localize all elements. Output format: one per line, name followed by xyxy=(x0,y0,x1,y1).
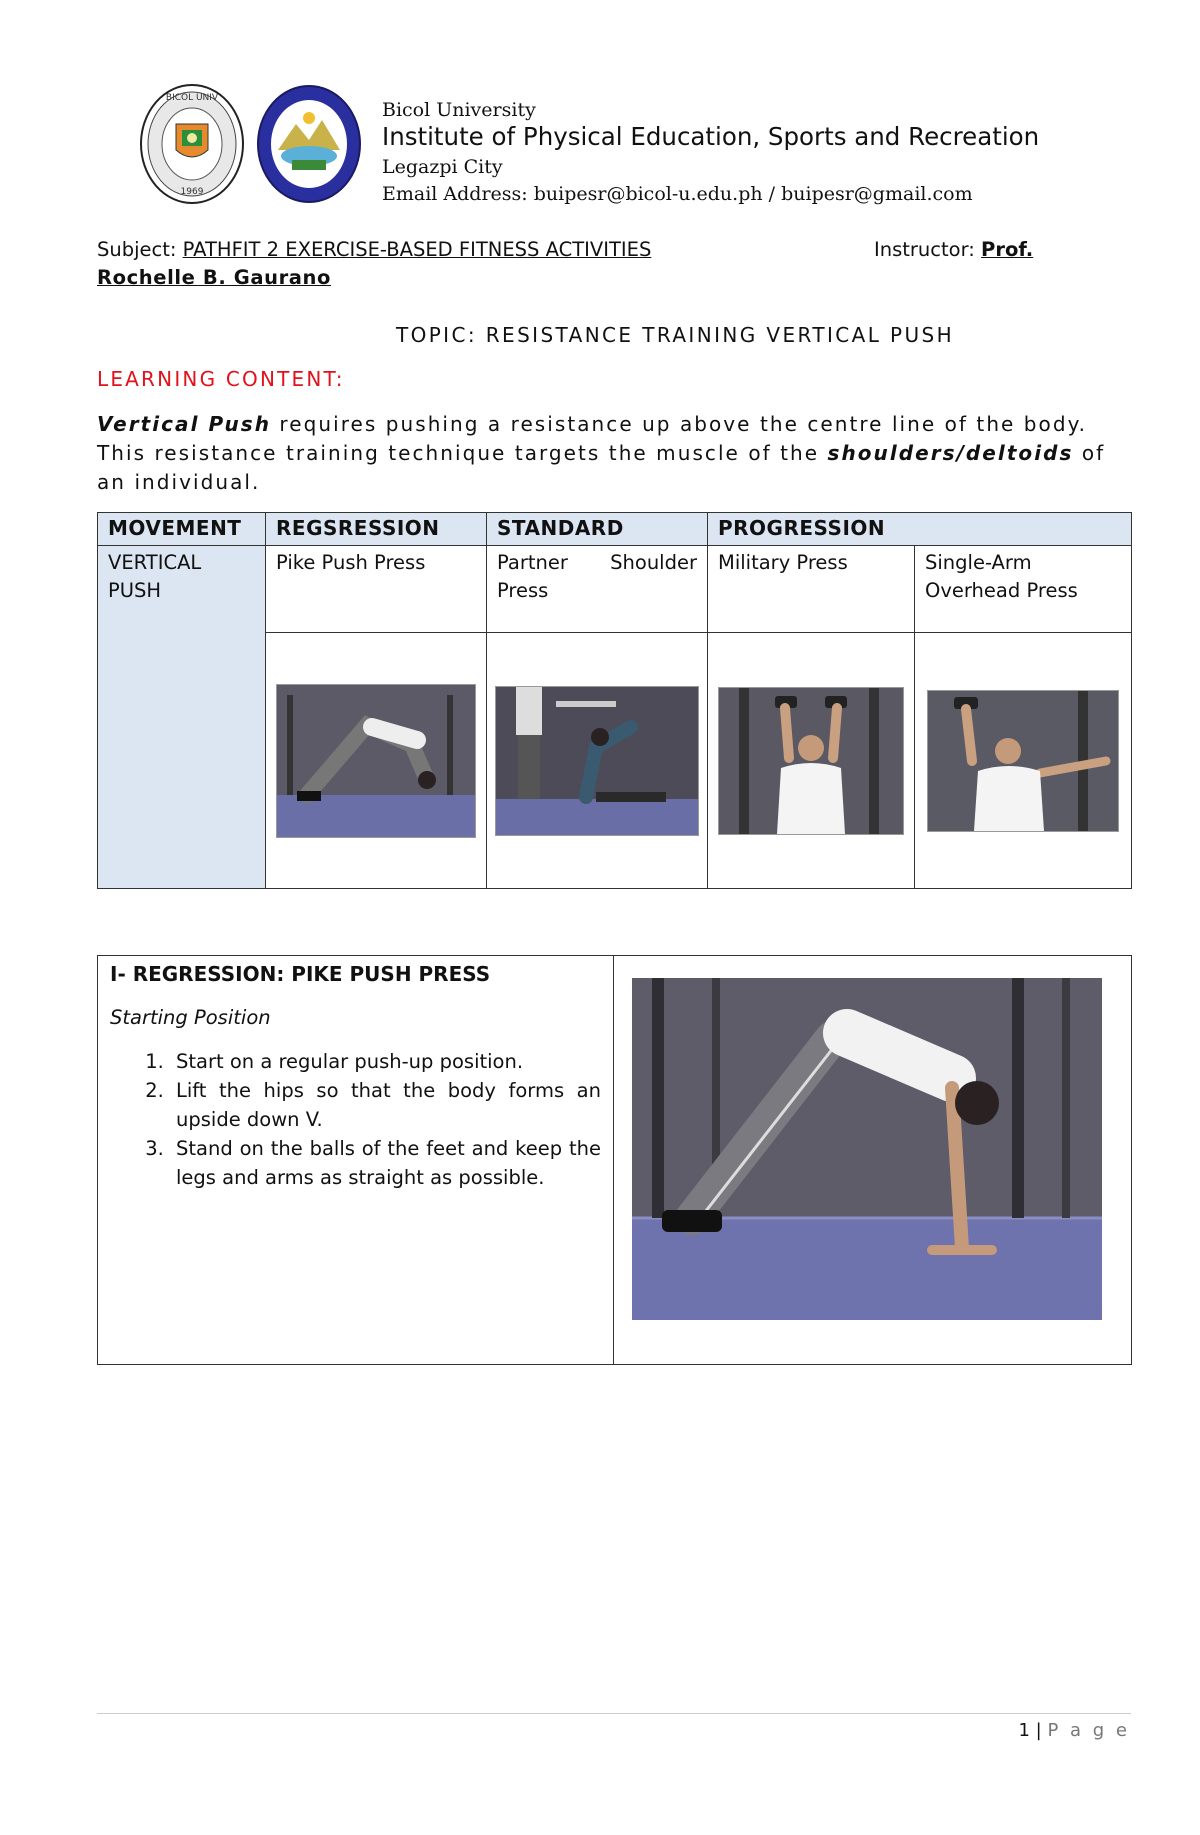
header-movement: MOVEMENT xyxy=(98,513,266,546)
ipesr-logo xyxy=(256,84,362,208)
list-item: 1. Start on a regular push-up position. xyxy=(170,1047,601,1076)
intro-text-2: of an individual. xyxy=(97,441,1106,494)
regression-image-cell xyxy=(614,956,1132,1365)
learning-content-heading: LEARNING CONTENT: xyxy=(97,367,345,391)
header-progression: PROGRESSION xyxy=(708,513,1132,546)
list-item: 2. Lift the hips so that the body forms an upside down V. xyxy=(170,1076,601,1134)
instructor-label: Instructor: xyxy=(874,238,982,261)
exercise-partner-shoulder-press: Partner Shoulder Press xyxy=(487,546,708,633)
city-name: Legazpi City xyxy=(382,156,503,178)
instructor-name: Rochelle B. Gaurano xyxy=(97,266,332,289)
image-cell xyxy=(915,633,1132,889)
regression-title: I- REGRESSION: PIKE PUSH PRESS xyxy=(110,962,491,986)
page-number: 1 xyxy=(1018,1720,1030,1741)
exercise-military-press: Military Press xyxy=(708,546,915,633)
image-cell xyxy=(266,633,487,889)
page-label: P a g e xyxy=(1047,1720,1130,1741)
pike-push-press-photo xyxy=(276,684,476,838)
military-press-photo xyxy=(718,687,904,835)
instructor-block xyxy=(874,238,1033,261)
regression-instructions xyxy=(98,956,614,1365)
intro-term: Vertical Push xyxy=(97,412,272,436)
subject-label: Subject: xyxy=(97,238,183,261)
steps-list xyxy=(110,1047,601,1192)
footer-divider xyxy=(97,1713,1131,1714)
header-standard: STANDARD xyxy=(487,513,708,546)
intro-text-1: requires pushing a resistance up above the centre line of the body. This resistance training technique targets the muscle of the xyxy=(97,412,1088,465)
subject-line xyxy=(97,238,1034,261)
pike-push-press-large-photo xyxy=(632,978,1102,1320)
university-name: Bicol University xyxy=(382,99,536,121)
page-footer xyxy=(1018,1720,1130,1741)
svg-text:BICOL UNIV: BICOL UNIV xyxy=(165,93,219,103)
partner-shoulder-press-photo xyxy=(495,686,699,836)
email-address: Email Address: buipesr@bicol-u.edu.ph / buipesr@gmail.com xyxy=(382,183,973,205)
movement-table xyxy=(97,512,1132,889)
starting-position-label: Starting Position xyxy=(110,1006,271,1029)
svg-text:1969: 1969 xyxy=(180,187,204,197)
list-item: 3. Stand on the balls of the feet and keep the legs and arms as straight as possible. xyxy=(170,1134,601,1192)
instructor-title: Prof. xyxy=(981,238,1034,261)
regression-table xyxy=(97,955,1132,1365)
table-row xyxy=(98,956,1132,1365)
bicol-university-logo xyxy=(138,82,246,210)
exercise-single-arm-overhead-press: Single-Arm Overhead Press xyxy=(915,546,1132,633)
institute-name: Institute of Physical Education, Sports and Recreation xyxy=(382,122,1040,151)
subject-value: PATHFIT 2 EXERCISE-BASED FITNESS ACTIVITIES xyxy=(182,238,652,261)
intro-muscle: shoulders/deltoids xyxy=(827,441,1074,465)
topic-heading: TOPIC: RESISTANCE TRAINING VERTICAL PUSH xyxy=(395,323,955,347)
image-cell xyxy=(708,633,915,889)
image-cell xyxy=(487,633,708,889)
footer-separator: | xyxy=(1029,1720,1048,1741)
intro-paragraph xyxy=(97,410,1137,497)
header-regression: REGSRESSION xyxy=(266,513,487,546)
movement-cell: VERTICAL PUSH xyxy=(98,546,266,889)
exercise-pike-push-press: Pike Push Press xyxy=(266,546,487,633)
table-row xyxy=(98,546,1132,633)
single-arm-overhead-press-photo xyxy=(927,690,1119,832)
table-header-row xyxy=(98,513,1132,546)
